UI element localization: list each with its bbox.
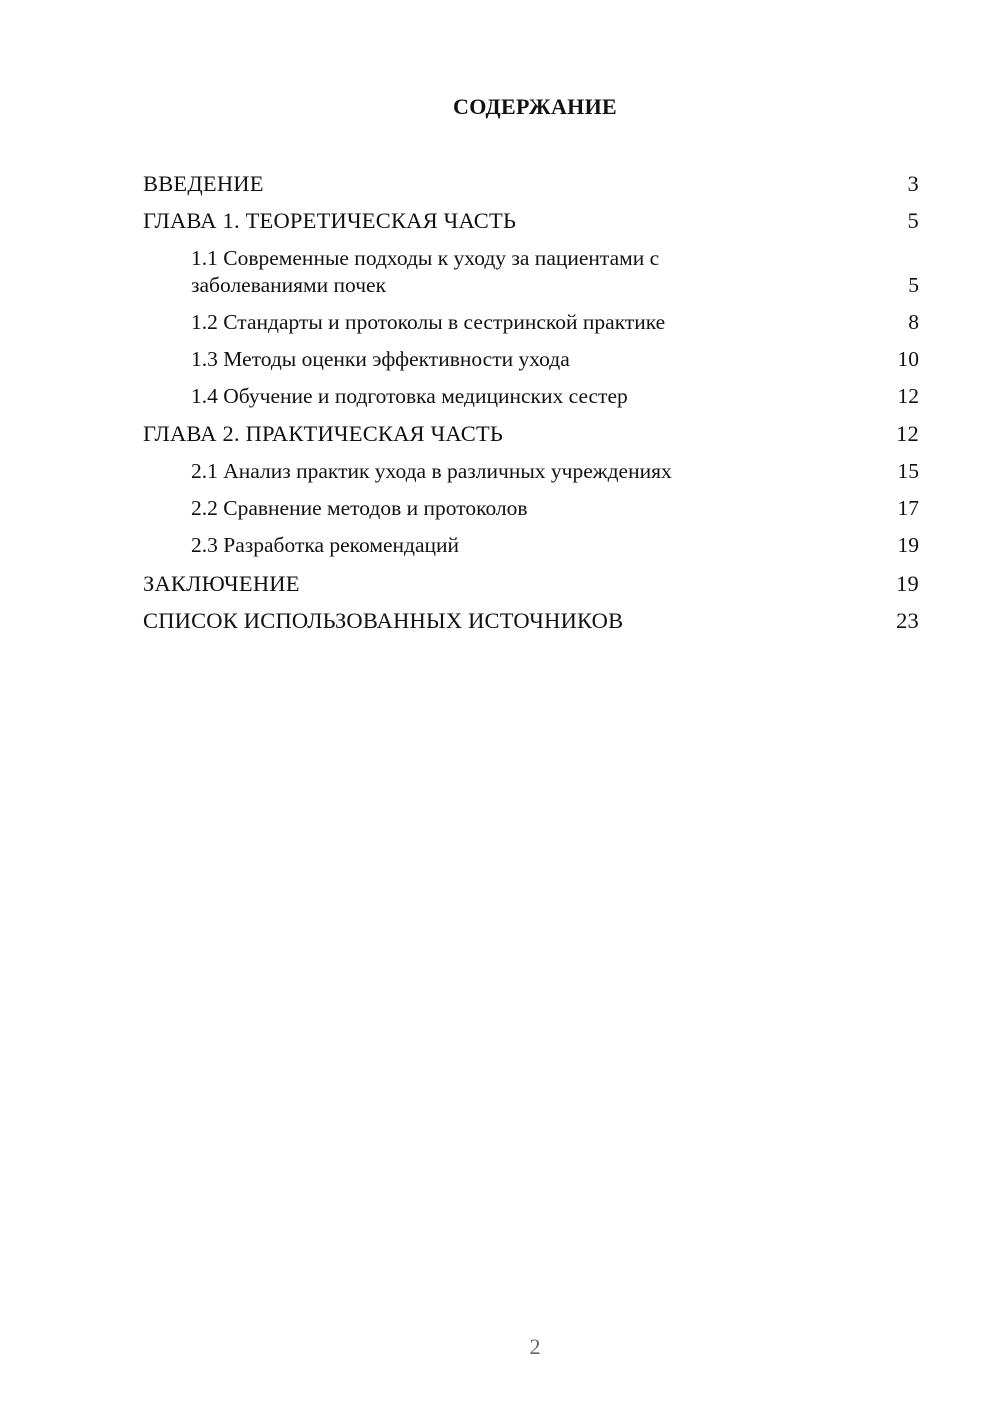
- toc-entry-label: 2.1 Анализ практик ухода в различных учреждениях: [191, 458, 672, 483]
- toc-title: СОДЕРЖАНИЕ: [453, 94, 617, 119]
- toc-entry-label: 1.2 Стандарты и протоколы в сестринской практике: [191, 309, 666, 334]
- toc-entry-section-2-3: [143, 527, 919, 564]
- table-of-contents: [143, 165, 919, 639]
- toc-entry-page: 19: [896, 570, 919, 596]
- page-number: 2: [529, 1334, 541, 1359]
- toc-entry-conclusion: [143, 565, 919, 602]
- toc-entry-label: ГЛАВА 1. ТЕОРЕТИЧЕСКАЯ ЧАСТЬ: [143, 208, 517, 234]
- toc-entry-label: 1.3 Методы оценки эффективности ухода: [191, 346, 570, 371]
- toc-entry-section-1-3: [143, 341, 919, 378]
- toc-entry-page: 17: [897, 496, 919, 521]
- toc-entry-section-1-1: [143, 240, 919, 304]
- toc-entry-chapter-2: [143, 415, 919, 452]
- toc-entry-label: 1.4 Обучение и подготовка медицинских сестер: [191, 384, 628, 409]
- toc-entry-page: 3: [907, 171, 919, 196]
- toc-entry-page: 5: [907, 208, 919, 234]
- toc-entry-label: ВВЕДЕНИЕ: [143, 171, 264, 196]
- toc-entry-section-1-2: [143, 304, 919, 341]
- toc-entry-page: 12: [896, 421, 919, 447]
- toc-entry-page: 15: [897, 458, 919, 483]
- toc-entry-label: ЗАКЛЮЧЕНИЕ: [143, 570, 300, 596]
- toc-entry-page: 23: [896, 607, 919, 633]
- toc-entry-chapter-1: [143, 202, 919, 239]
- toc-entry-label: 2.2 Сравнение методов и протоколов: [191, 496, 528, 521]
- toc-entry-page: 12: [897, 384, 919, 409]
- toc-entry-references: [143, 602, 919, 639]
- toc-entry-page: 5: [908, 272, 919, 297]
- toc-entry-page: 10: [897, 346, 919, 371]
- toc-entry-section-2-2: [143, 490, 919, 527]
- toc-entry-label: 1.1 Современные подходы к уходу за пациентами с заболеваниями почек: [191, 245, 660, 297]
- toc-entry-page: 8: [908, 309, 919, 334]
- toc-entry-section-1-4: [143, 378, 919, 415]
- toc-entry-page: 19: [897, 533, 919, 558]
- toc-entry-label: ГЛАВА 2. ПРАКТИЧЕСКАЯ ЧАСТЬ: [143, 421, 504, 447]
- toc-entry-introduction: [143, 165, 919, 202]
- toc-entry-section-2-1: [143, 453, 919, 490]
- toc-entry-label: СПИСОК ИСПОЛЬЗОВАННЫХ ИСТОЧНИКОВ: [143, 607, 624, 633]
- toc-entry-label: 2.3 Разработка рекомендаций: [191, 533, 460, 558]
